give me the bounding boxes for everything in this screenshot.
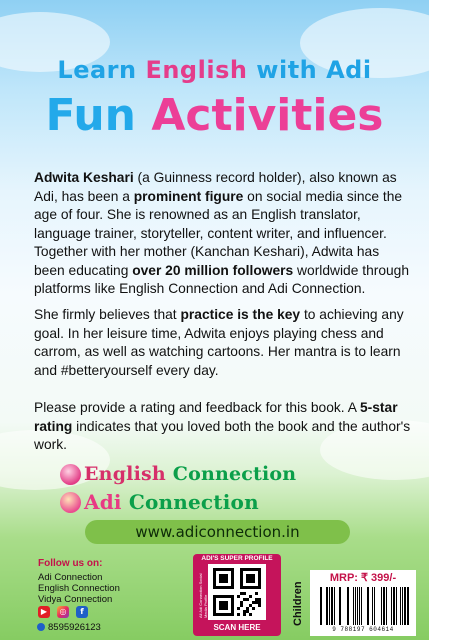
barcode-bar (381, 587, 382, 625)
qr-finder-square (246, 574, 255, 583)
adi-connection-logo-icon (60, 492, 81, 513)
barcode-bar (357, 587, 358, 625)
barcode-bar (339, 587, 341, 625)
bold-phrase: Adwita Keshari (34, 170, 134, 185)
book-title-activities: Activities (151, 90, 384, 141)
qr-module (249, 595, 252, 598)
barcode-bar (396, 587, 397, 625)
barcode-bar (326, 587, 328, 625)
phone-icon (37, 623, 45, 631)
barcode-bar (400, 587, 401, 625)
qr-module (246, 610, 249, 613)
barcode-bar (404, 587, 406, 625)
barcode-bar (383, 587, 385, 625)
bold-phrase: over 20 million followers (132, 262, 294, 278)
text-run: Please provide a rating and feedback for this book. A (34, 400, 360, 415)
barcode-bar (361, 587, 362, 625)
isbn-barcode (316, 587, 410, 625)
qr-code-pattern (213, 568, 261, 616)
bold-phrase: prominent figure (133, 188, 244, 204)
follow-heading: Follow us on: (38, 558, 103, 569)
barcode-bar (320, 587, 322, 625)
qr-module (243, 592, 246, 595)
barcode-bar (329, 587, 330, 625)
series-title (0, 56, 429, 84)
barcode-bar (331, 587, 333, 625)
instagram-icon[interactable]: ◎ (57, 606, 69, 618)
english-connection-logo-icon (60, 464, 81, 485)
qr-code-panel[interactable] (193, 554, 281, 636)
qr-scan-label: SCAN HERE (213, 623, 261, 632)
series-title-english: English (145, 56, 248, 84)
phone-number-text: 8595926123 (48, 622, 101, 633)
qr-module (240, 601, 243, 604)
bio-paragraph-2 (34, 306, 412, 380)
rating-request-paragraph (34, 399, 412, 455)
qr-module (240, 592, 243, 595)
text-run: indicates that you loved both the book and the author's work. (34, 418, 411, 452)
qr-module (243, 613, 246, 616)
qr-module (237, 613, 240, 616)
brand-word: Connection (121, 490, 259, 514)
qr-module (258, 601, 261, 604)
website-link[interactable]: www.adiconnection.in (85, 520, 350, 544)
qr-code[interactable] (208, 564, 266, 620)
qr-side-text: All Adi Connection Social Media Profile (198, 573, 208, 618)
barcode-bar (402, 587, 403, 625)
follow-item-english-connection[interactable]: English Connection (38, 583, 120, 594)
book-title (0, 90, 429, 141)
barcode-bar (407, 587, 409, 625)
qr-module (249, 604, 252, 607)
text-run: worldwide through platforms like English Connection and Adi Connection. (34, 262, 410, 296)
qr-module (246, 598, 249, 601)
phone-number[interactable] (37, 622, 101, 633)
brand-word: English (84, 463, 166, 485)
qr-module (249, 613, 252, 616)
facebook-icon[interactable]: f (76, 606, 88, 618)
bio-paragraph-1 (34, 169, 412, 299)
barcode-bar (347, 587, 349, 625)
barcode-bar (359, 587, 360, 625)
qr-module (243, 598, 246, 601)
qr-module (246, 607, 249, 610)
barcode-bar (372, 587, 373, 625)
qr-module (255, 598, 258, 601)
series-title-part: Learn (57, 56, 146, 84)
qr-finder-square (219, 601, 228, 610)
bold-phrase: practice is the key (180, 307, 301, 322)
qr-module (258, 598, 261, 601)
barcode-bar (355, 587, 356, 625)
brand-word: Adi (84, 490, 122, 514)
qr-module (240, 604, 243, 607)
follow-item-adi-connection[interactable]: Adi Connection (38, 572, 103, 583)
barcode-bar (391, 587, 392, 625)
youtube-icon[interactable]: ▶ (38, 606, 50, 618)
text-run: (a Guinness record holder), also known as Adi, has been a (34, 170, 397, 204)
bold-phrase: 5-star rating (34, 400, 398, 434)
brand-word: Connection (165, 463, 297, 485)
barcode-bar (367, 587, 369, 625)
price-barcode-box (310, 570, 416, 636)
book-title-fun: Fun (45, 90, 136, 141)
qr-module (237, 595, 240, 598)
qr-finder-square (219, 574, 228, 583)
barcode-bar (386, 587, 387, 625)
follow-item-vidya-connection[interactable]: Vidya Connection (38, 594, 113, 605)
mrp-price: MRP: ₹ 399/- (329, 572, 397, 584)
english-connection-brand (84, 463, 296, 485)
qr-module (237, 607, 240, 610)
genre-label: Children (292, 581, 304, 627)
qr-module (252, 607, 255, 610)
barcode-bar (353, 587, 354, 625)
text-run: to achieving any goal. In her leisure time, Adwita enjoys playing chess and carrom, as well as watching cartoons. Her mantra is to learn and #betteryourself every day. (34, 307, 404, 378)
adi-connection-brand (84, 490, 259, 514)
barcode-bar (393, 587, 395, 625)
series-title-part: with Adi (247, 56, 372, 84)
qr-title: ADI'S SUPER PROFILE (201, 555, 273, 562)
qr-module (258, 604, 261, 607)
text-run: on social media since the age of four. She is renowned as an English translator, language trainer, storyteller, content writer, and influencer. Together with her mother (Kanchan Keshari), Adwita has been educating (34, 188, 403, 278)
qr-module (243, 610, 246, 613)
qr-module (255, 592, 258, 595)
isbn-digits: 9 788197 604614 (332, 626, 394, 633)
qr-module (252, 601, 255, 604)
text-run: She firmly believes that (34, 307, 181, 322)
barcode-bar (334, 587, 335, 625)
qr-module (255, 601, 258, 604)
barcode-bar (374, 587, 375, 625)
